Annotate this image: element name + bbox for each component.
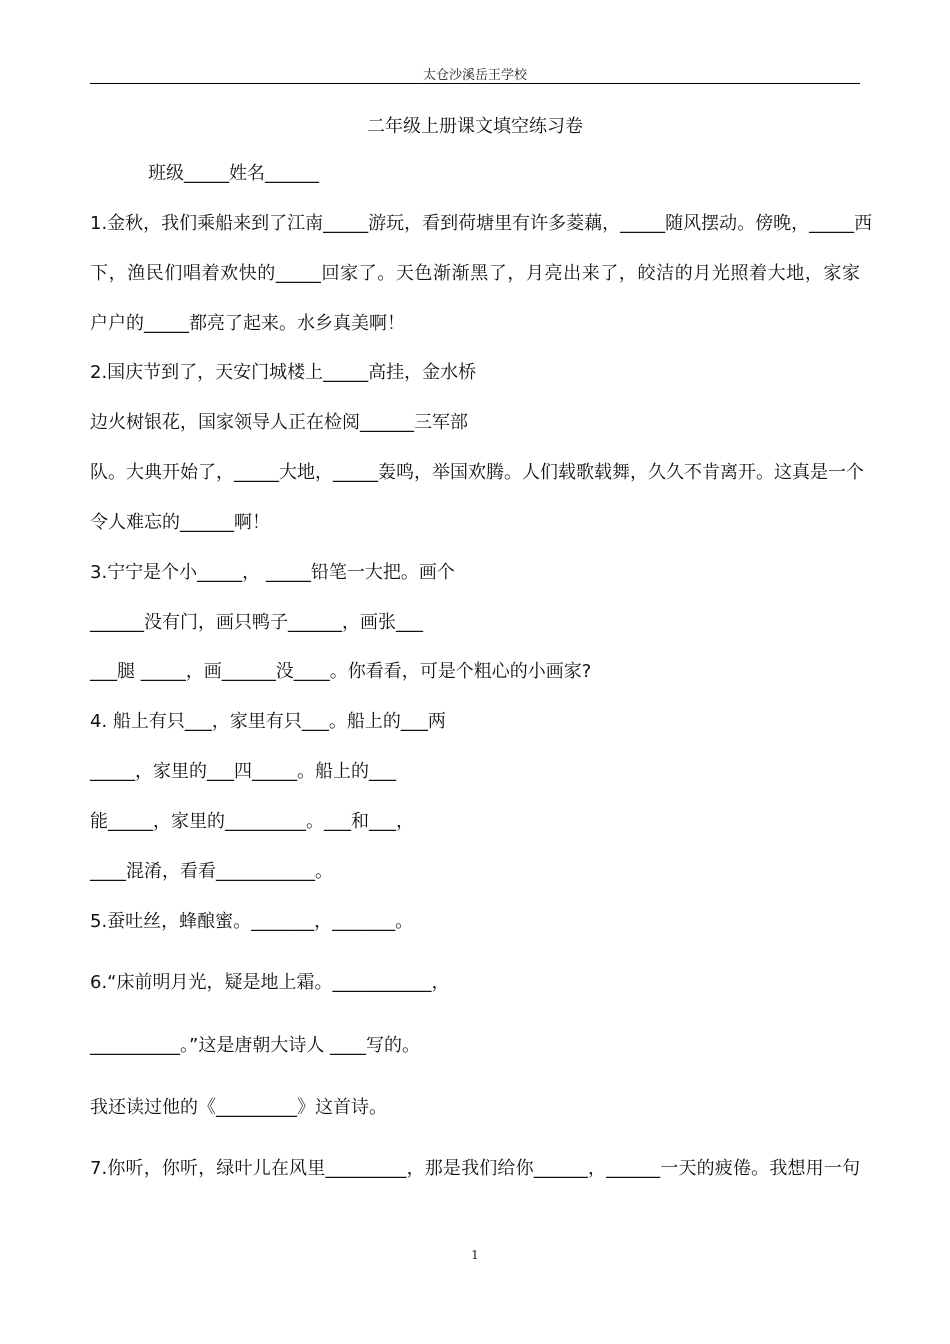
- question-1-line-3: 户户的_____都亮了起来。水乡真美啊！: [90, 313, 405, 334]
- question-4-line-1: 4. 船上有只___，家里有只___。船上的___两: [90, 711, 446, 732]
- question-4-line-3: 能_____，家里的_________。___和___，: [90, 811, 414, 832]
- class-name-line: 班级_____姓名______: [148, 163, 319, 184]
- page-number: 1: [471, 1248, 479, 1262]
- header-divider: [90, 83, 860, 84]
- question-2-line-1: 2.国庆节到了，天安门城楼上_____高挂，金水桥: [90, 362, 477, 383]
- question-2-line-3: 队。大典开始了，_____大地，_____轰鸣，举国欢腾。人们载歌载舞，久久不肯离开。这真是一个: [90, 462, 864, 483]
- question-6-line-2: __________。”这是唐朝大诗人 ____写的。: [90, 1035, 421, 1056]
- question-6-line-3: 我还读过他的《_________》这首诗。: [90, 1097, 387, 1118]
- question-5-line-1: 5.蚕吐丝，蜂酿蜜。_______，_______。: [90, 911, 414, 932]
- question-1-line-1: 1.金秋，我们乘船来到了江南_____游玩，看到荷塘里有许多菱藕，_____随风摆动。傍晚，_____西: [90, 213, 873, 234]
- question-7-line-1: 7.你听，你听，绿叶儿在风里_________，那是我们给你______，______一天的疲倦。我想用一句: [90, 1158, 860, 1179]
- page-header-school: 太仓沙溪岳王学校: [422, 68, 527, 83]
- question-3-line-1: 3.宁宁是个小_____， _____铅笔一大把。画个: [90, 562, 455, 583]
- question-3-line-2: ______没有门，画只鸭子______，画张___: [90, 612, 423, 633]
- page-title: 二年级上册课文填空练习卷: [367, 116, 583, 137]
- question-1-line-2: 下，渔民们唱着欢快的_____回家了。天色渐渐黑了，月亮出来了，皎洁的月光照着大地，家家: [90, 263, 860, 284]
- question-2-line-4: 令人难忘的______啊！: [90, 512, 270, 533]
- question-6-line-1: 6.“床前明月光，疑是地上霜。___________，: [90, 972, 450, 993]
- question-3-line-3: ___腿 _____，画______没____。你看看，可是个粗心的小画家?: [90, 661, 592, 682]
- question-4-line-4: ____混淆，看看___________。: [90, 861, 333, 882]
- question-4-line-2: _____，家里的___四_____。船上的___: [90, 761, 396, 782]
- question-2-line-2: 边火树银花，国家领导人正在检阅______三军部: [90, 412, 468, 433]
